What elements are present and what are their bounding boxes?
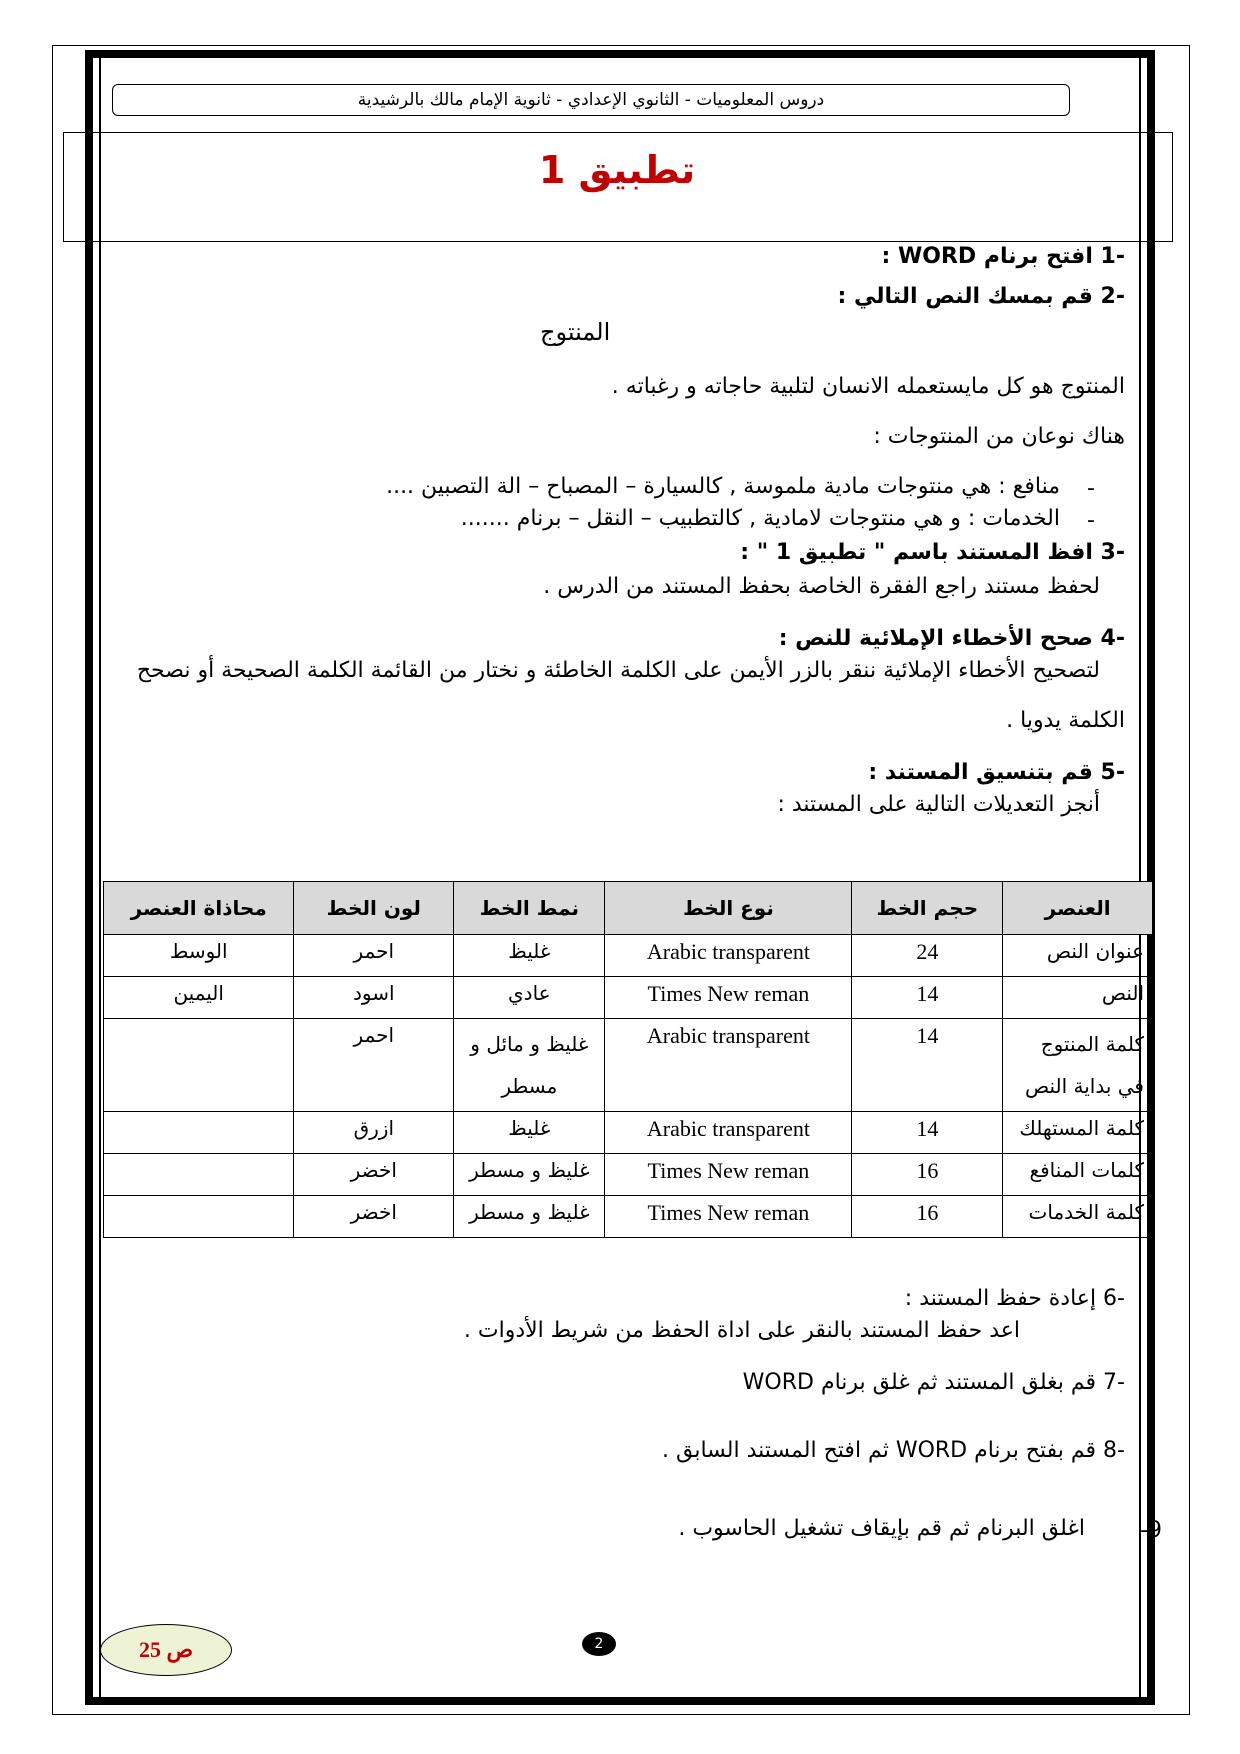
table-row — [104, 977, 1153, 1019]
table-cell: احمر — [294, 935, 454, 977]
table-cell: غليظ و مسطر — [454, 1154, 605, 1196]
page-header: دروس المعلوميات - الثانوي الإعدادي - ثانوية الإمام مالك بالرشيدية — [112, 84, 1070, 116]
frame-bottom — [85, 1697, 1155, 1705]
table-cell: 14 — [852, 1019, 1003, 1112]
table-header: محاذاة العنصر — [104, 882, 294, 935]
table-cell: النص — [1003, 977, 1153, 1019]
table-cell: كلمة المنتوج في بداية النص — [1003, 1019, 1153, 1112]
table-cell: كلمات المنافع — [1003, 1154, 1153, 1196]
table-cell: غليظ — [454, 935, 605, 977]
table-header-row — [104, 882, 1153, 935]
table-row — [104, 1196, 1153, 1238]
table-row — [104, 1154, 1153, 1196]
frame-top — [85, 50, 1155, 58]
sample-paragraph-2: هناك نوعان من المنتوجات : — [873, 424, 1125, 449]
bullet-dash: - — [1087, 476, 1095, 501]
table-cell: احمر — [294, 1019, 454, 1112]
step-4-text-1: لتصحيح الأخطاء الإملائية ننقر بالزر الأيمن على الكلمة الخاطئة و نختار من القائمة الكلمة الصحيحة أو نصحح — [136, 658, 1100, 683]
table-cell: اخضر — [294, 1196, 454, 1238]
step-4: -4 صحح الأخطاء الإملائية للنص : — [778, 626, 1125, 651]
bullet-dash: - — [1087, 508, 1095, 533]
table-header: العنصر — [1003, 882, 1153, 935]
table-cell: عنوان النص — [1003, 935, 1153, 977]
table-cell: Times New reman — [605, 1196, 852, 1238]
table-cell: Times New reman — [605, 977, 852, 1019]
table-cell: اسود — [294, 977, 454, 1019]
table-header: نوع الخط — [605, 882, 852, 935]
table-cell — [104, 1196, 294, 1238]
table-row — [104, 1019, 1153, 1112]
table-cell: كلمة المستهلك — [1003, 1112, 1153, 1154]
step-6-text: اعد حفظ المستند بالنقر على اداة الحفظ من شريط الأدوات . — [463, 1318, 1020, 1343]
table-cell: 16 — [852, 1196, 1003, 1238]
step-5-text: أنجز التعديلات التالية على المستند : — [777, 792, 1100, 817]
table-cell: Arabic transparent — [605, 1112, 852, 1154]
table-cell: غليظ و مائل و مسطر — [454, 1019, 605, 1112]
table-cell: 16 — [852, 1154, 1003, 1196]
step-2: -2 قم بمسك النص التالي : — [837, 284, 1125, 309]
table-header: حجم الخط — [852, 882, 1003, 935]
step-8: -8 قم بفتح برنام WORD ثم افتح المستند السابق . — [662, 1438, 1125, 1463]
table-cell: 14 — [852, 977, 1003, 1019]
step-7: -7 قم بغلق المستند ثم غلق برنام WORD — [742, 1370, 1125, 1395]
table-cell: اخضر — [294, 1154, 454, 1196]
table-row — [104, 1112, 1153, 1154]
step-1: -1 افتح برنام WORD : — [881, 244, 1125, 269]
table-cell — [104, 1019, 294, 1112]
table-cell: 24 — [852, 935, 1003, 977]
sample-paragraph-1: المنتوج هو كل مايستعمله الانسان لتلبية حاجاته و رغباته . — [611, 374, 1125, 399]
step-4-text-2: الكلمة يدويا . — [1006, 708, 1125, 733]
table-row — [104, 935, 1153, 977]
step-3: -3 افظ المستند باسم " تطبيق 1 " : — [740, 540, 1125, 565]
step-6: -6 إعادة حفظ المستند : — [904, 1286, 1125, 1311]
frame-left — [85, 50, 93, 1705]
table-cell: Arabic transparent — [605, 1019, 852, 1112]
table-cell: Arabic transparent — [605, 935, 852, 977]
table-header: لون الخط — [294, 882, 454, 935]
frame-right — [1147, 50, 1155, 1705]
frame-left-inner — [99, 50, 101, 1705]
step-5: -5 قم بتنسيق المستند : — [868, 760, 1125, 785]
page-title: تطبيق 1 — [538, 148, 696, 192]
table-cell: الوسط — [104, 935, 294, 977]
formatting-table — [103, 881, 1153, 1238]
sample-bullet-1: منافع : هي منتوجات مادية ملموسة , كالسيارة – المصباح – الة التصبين .... — [386, 474, 1060, 499]
table-cell: 14 — [852, 1112, 1003, 1154]
table-header: نمط الخط — [454, 882, 605, 935]
sample-heading: المنتوج — [540, 318, 611, 346]
step-9-number: -9 — [1140, 1518, 1162, 1543]
table-cell: اليمين — [104, 977, 294, 1019]
table-cell: كلمة الخدمات — [1003, 1196, 1153, 1238]
table-cell: عادي — [454, 977, 605, 1019]
page-number-badge: ص 25 — [100, 1624, 232, 1676]
table-cell — [104, 1112, 294, 1154]
table-cell: Times New reman — [605, 1154, 852, 1196]
step-9-text: اغلق البرنام ثم قم بإيقاف تشغيل الحاسوب . — [678, 1516, 1085, 1541]
table-cell: غليظ — [454, 1112, 605, 1154]
step-3-text: لحفظ مستند راجع الفقرة الخاصة بحفظ المستند من الدرس . — [543, 574, 1100, 599]
page-mark: 2 — [582, 1632, 616, 1656]
table-cell — [104, 1154, 294, 1196]
sample-bullet-2: الخدمات : و هي منتوجات لامادية , كالتطبيب – النقل – برنام ....... — [460, 506, 1060, 531]
table-cell: غليظ و مسطر — [454, 1196, 605, 1238]
frame-right-inner — [1139, 50, 1141, 1705]
table-cell: ازرق — [294, 1112, 454, 1154]
